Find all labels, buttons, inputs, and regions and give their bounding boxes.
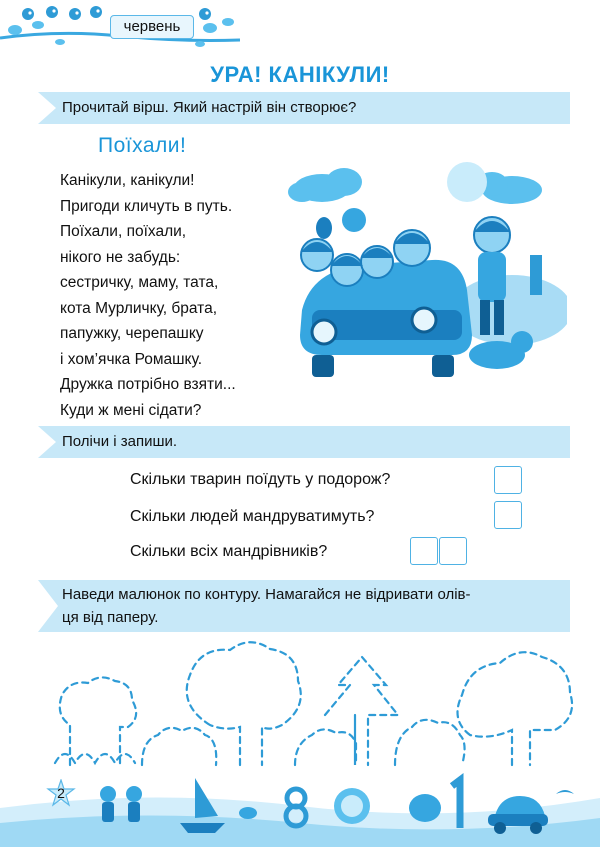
task2-instruction: Полічи і запиши. [62,433,178,450]
question-animals: Скільки тварин поїдуть у подорож? [130,471,391,488]
answer-box-all-tens[interactable] [410,537,438,565]
task1-strip-notch [38,92,56,124]
question-people: Скільки людей мандруватимуть? [130,508,375,525]
question-all-travelers: Скільки всіх мандрівників? [130,543,328,560]
poem-line: Канікули, канікули! [60,172,195,189]
task1-instruction: Прочитай вірш. Який настрій він створює? [62,99,357,116]
family-car-illustration [282,160,567,395]
poem-line: і хом’ячка Ромашку. [60,350,203,368]
task3-instruction-line1: Наведи малюнок по контуру. Намагайся не відривати олів- [62,586,471,603]
poem-line: кота Мурличку, брата, [60,299,218,317]
poem-line: сестричку, маму, тата, [60,274,219,291]
answer-box-animals[interactable] [494,466,522,494]
answer-box-all-ones[interactable] [439,537,467,565]
poem-line: Поїхали, поїхали, [60,223,187,240]
tracing-outline-drawing[interactable] [50,635,580,770]
poem-line: Дружка потрібно взяти... [60,376,236,393]
task3-instruction-line2: ця від паперу. [62,609,159,626]
poem-text [60,168,236,423]
month-tab: червень [110,15,194,39]
poem-line: Куди ж мені сідати? [60,401,202,419]
poem-title: Поїхали! [98,134,187,157]
poem-line: папужку, черепашку [60,325,204,342]
poem-line: Пригоди кличуть в путь. [60,197,233,215]
task3-strip-notch [38,580,58,632]
poem-line: нікого не забудь: [60,248,181,266]
page-title: УРА! КАНІКУЛИ! [210,62,390,87]
answer-box-people[interactable] [494,501,522,529]
task2-strip-notch [38,426,56,458]
footer-decoration [0,768,600,847]
page-number: 2 [57,785,65,801]
